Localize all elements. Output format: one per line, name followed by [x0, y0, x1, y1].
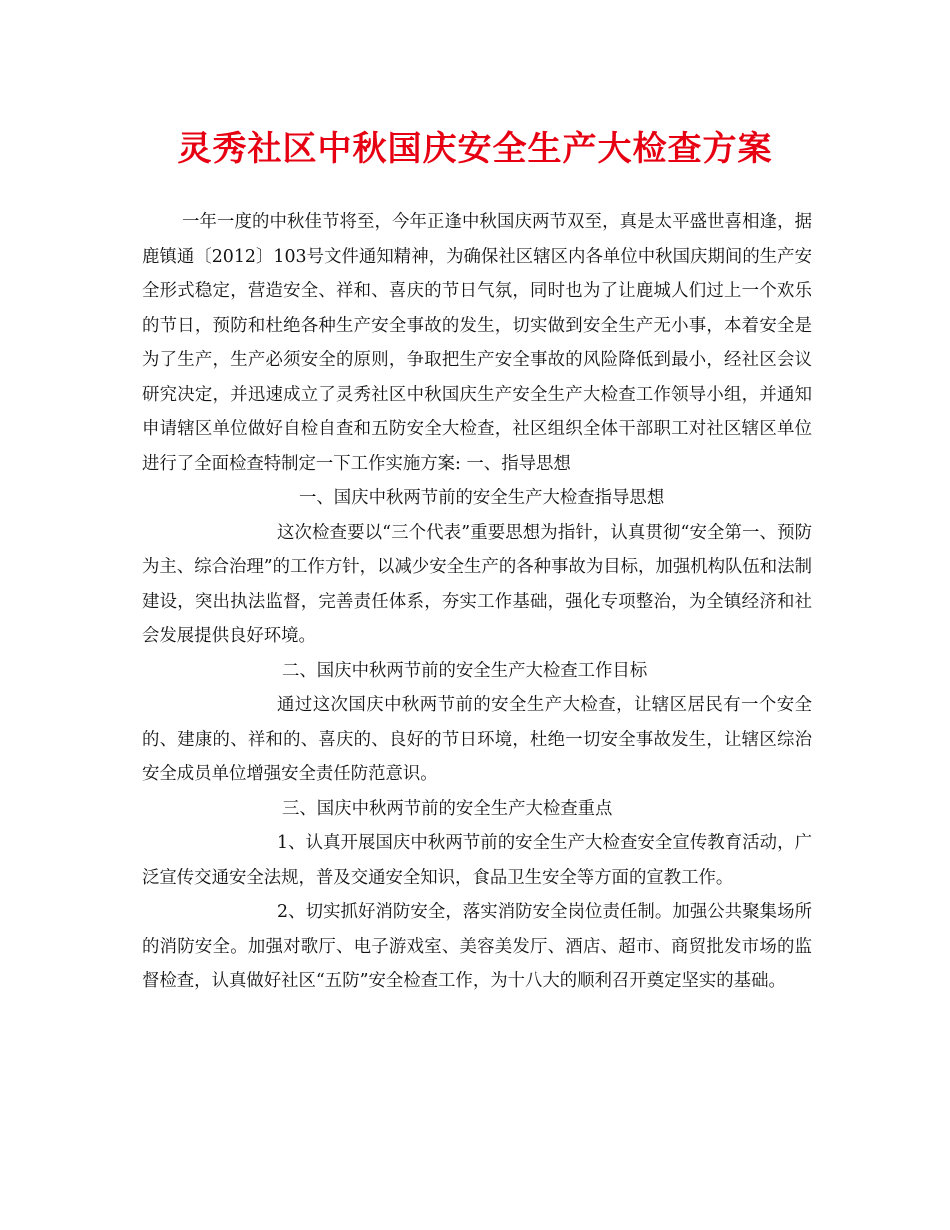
intro-paragraph: 一年一度的中秋佳节将至，今年正逢中秋国庆两节双至，真是太平盛世喜相逢，据鹿镇通〔2012〕103号文件通知精神，为确保社区辖区内各单位中秋国庆期间的生产安全形式稳定，营造安全、祥和、喜庆的节日气氛，同时也为了让鹿城人们过上一个欢乐的节日，预防和杜绝各种生产安全事故的发生，切实做到安全生产无小事，本着安全是为了生产，生产必须安全的原则，争取把生产安全事故的风险降低到最小，经社区会议研究决定，并迅速成立了灵秀社区中秋国庆生产安全生产大检查工作领导小组，并通知申请辖区单位做好自检自查和五防安全大检查，社区组织全体干部职工对社区辖区单位进行了全面检查特制定一下工作实施方案: 一、指导思想: [142, 212, 812, 474]
document-body: [142, 205, 812, 999]
section3-heading: 三、国庆中秋两节前的安全生产大检查重点: [282, 798, 613, 819]
section1-heading: 一、国庆中秋两节前的安全生产大检查指导思想: [299, 488, 665, 508]
document-title: 灵秀社区中秋国庆安全生产大检查方案: [177, 129, 773, 169]
section3-item-2: 2、切实抓好消防安全，落实消防安全岗位责任制。加强公共聚集场所的消防安全。加强对歌厅、电子游戏室、美容美发厅、酒店、超市、商贸批发市场的监督检查，认真做好社区“五防”安全检查工作，为十八大的顺利召开奠定坚实的基础。: [142, 902, 812, 991]
section2-body: 通过这次国庆中秋两节前的安全生产大检查，让辖区居民有一个安全的、建康的、祥和的、喜庆的、良好的节日环境，杜绝一切安全事故发生，让辖区综治安全成员单位增强安全责任防范意识。: [142, 695, 812, 784]
section2-heading: 二、国庆中秋两节前的安全生产大检查工作目标: [282, 660, 648, 681]
section3-item-1: 1、认真开展国庆中秋两节前的安全生产大检查安全宣传教育活动，广泛宣传交通安全法规，普及交通安全知识，食品卫生安全等方面的宣教工作。: [142, 833, 812, 888]
section1-body: 这次检查要以“三个代表”重要思想为指针，认真贯彻“安全第一、预防为主、综合治理”的工作方针，以减少安全生产的各种事故为目标，加强机构队伍和法制建设，突出执法监督，完善责任体系，夯实工作基础，强化专项整治，为全镇经济和社会发展提供良好环境。: [142, 522, 812, 646]
